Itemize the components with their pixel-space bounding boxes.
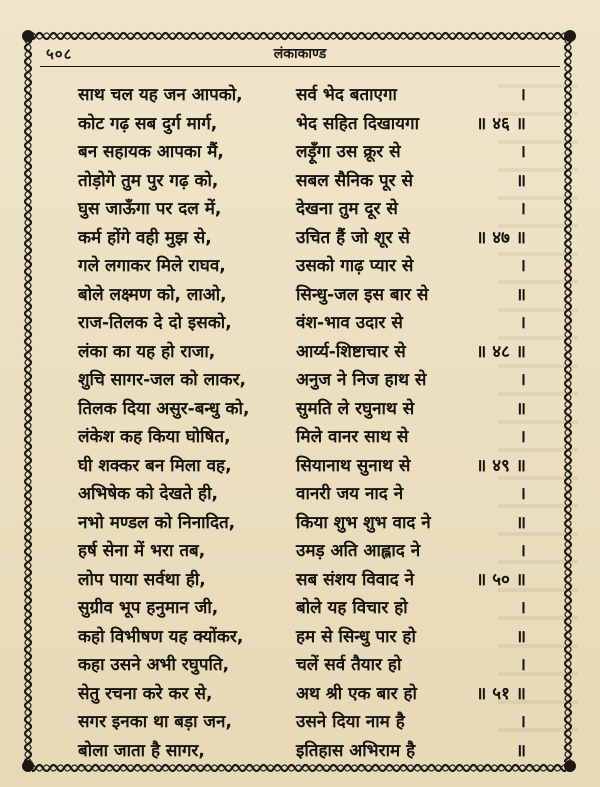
verse-left-half: लंकेश कह किया घोषित,	[78, 427, 231, 447]
verse-right-half: हम से सिन्धु पार हो	[296, 626, 416, 647]
verse-left-half: घी शक्कर बन मिला वह,	[78, 455, 232, 476]
verse-line	[78, 194, 526, 223]
verse-right-half: उचित हैं जो शूर से	[296, 227, 410, 248]
verse-line	[78, 337, 526, 366]
verse-left-half: तोड़ोगे तुम पुर गढ़ को,	[78, 170, 219, 191]
verse-left-half: राज-तिलक दे दो इसको,	[78, 313, 232, 333]
verse-line	[78, 593, 526, 622]
verse-right-half: लड़ूँगा उस क्रूर से	[296, 142, 401, 162]
verse-left-half: नभो मण्डल को निनादित,	[78, 512, 236, 533]
page-number: ५०८	[46, 45, 73, 63]
verse-left-half: तिलक दिया असुर-बन्धु को,	[78, 398, 250, 419]
verse-end-mark: ।	[519, 598, 526, 618]
verse-line	[78, 479, 526, 508]
verse-end-mark: ॥ ५० ॥	[476, 569, 526, 590]
verse-left-half: बन सहायक आपका मैं,	[78, 142, 224, 162]
verse-line	[78, 394, 526, 423]
verse-end-mark: ।	[519, 541, 526, 561]
verse-end-mark: ।	[519, 370, 526, 390]
verse-line	[78, 80, 526, 109]
verse-right-half: वानरी जय नाद ने	[296, 484, 404, 504]
verse-end-mark: ॥	[515, 512, 526, 533]
verse-list	[78, 80, 526, 764]
verse-end-mark: ।	[519, 427, 526, 447]
verse-end-mark: ।	[519, 484, 526, 504]
verse-right-half: देखना तुम दूर से	[296, 199, 398, 219]
verse-right-half: उमड़ अति आह्लाद ने	[296, 541, 421, 561]
verse-right-half: सबल सैनिक पूर से	[296, 170, 413, 191]
page-header	[40, 44, 560, 66]
verse-end-mark: ॥ ४८ ॥	[476, 341, 526, 362]
verse-line	[78, 223, 526, 252]
verse-line	[78, 707, 526, 736]
verse-end-mark: ।	[519, 142, 526, 162]
verse-right-half: अनुज ने निज हाथ से	[296, 370, 427, 390]
verse-left-half: लंका का यह हो राजा,	[78, 341, 216, 362]
verse-right-half: किया शुभ शुभ वाद ने	[296, 512, 431, 533]
verse-right-half: अथ श्री एक बार हो	[296, 683, 417, 704]
verse-end-mark: ॥ ४६ ॥	[476, 113, 526, 134]
verse-left-half: अभिषेक को देखते ही,	[78, 484, 218, 504]
verse-end-mark: ॥ ५१ ॥	[476, 683, 526, 704]
verse-right-half: सब संशय विवाद ने	[296, 569, 415, 590]
verse-end-mark: ।	[519, 199, 526, 219]
verse-left-half: सुग्रीव भूप हनुमान जी,	[78, 598, 219, 618]
verse-right-half: भेद सहित दिखायगा	[296, 113, 419, 134]
verse-end-mark: ।	[519, 712, 526, 732]
verse-left-half: शुचि सागर-जल को लाकर,	[78, 370, 246, 390]
verse-end-mark: ॥	[515, 398, 526, 419]
verse-left-half: गले लगाकर मिले राघव,	[78, 256, 226, 276]
verse-end-mark: ।	[519, 85, 526, 105]
verse-line	[78, 308, 526, 337]
verse-left-half: बोला जाता है सागर,	[78, 740, 205, 761]
verse-right-half: सर्व भेद बताएगा	[296, 85, 397, 105]
verse-left-half: सेतु रचना करे कर से,	[78, 683, 213, 704]
verse-line	[78, 137, 526, 166]
verse-end-mark: ॥	[515, 284, 526, 305]
verse-end-mark: ।	[519, 313, 526, 333]
verse-left-half: सगर इनका था बड़ा जन,	[78, 712, 232, 732]
verse-end-mark: ॥ ४७ ॥	[476, 227, 526, 248]
verse-left-half: कोट गढ़ सब दुर्ग मार्ग,	[78, 113, 218, 134]
verse-right-half: सिन्धु-जल इस बार से	[296, 284, 429, 305]
verse-line	[78, 280, 526, 309]
verse-line	[78, 508, 526, 537]
verse-end-mark: ।	[519, 256, 526, 276]
verse-left-half: कर्म होंगे वही मुझ से,	[78, 227, 212, 248]
section-title: लंकाकाण्ड	[273, 46, 327, 62]
verse-line	[78, 422, 526, 451]
verse-line	[78, 622, 526, 651]
verse-left-half: कहो विभीषण यह क्योंकर,	[78, 626, 244, 647]
verse-line	[78, 650, 526, 679]
verse-right-half: सियानाथ सुनाथ से	[296, 455, 411, 476]
verse-left-half: लोप पाया सर्वथा ही,	[78, 569, 206, 590]
verse-right-half: सुमति ले रघुनाथ से	[296, 398, 415, 419]
verse-line	[78, 166, 526, 195]
verse-right-half: बोले यह विचार हो	[296, 598, 408, 618]
verse-right-half: वंश-भाव उदार से	[296, 313, 403, 333]
verse-right-half: उसको गाढ़ प्यार से	[296, 256, 414, 276]
verse-end-mark: ॥	[515, 170, 526, 191]
verse-line	[78, 109, 526, 138]
verse-line	[78, 736, 526, 765]
verse-left-half: बोले लक्ष्मण को, लाओ,	[78, 284, 227, 305]
verse-right-half: उसने दिया नाम है	[296, 712, 405, 732]
verse-left-half: कहा उसने अभी रघुपति,	[78, 655, 230, 675]
verse-line	[78, 251, 526, 280]
header-rule	[40, 66, 560, 67]
verse-end-mark: ।	[519, 655, 526, 675]
verse-end-mark: ॥	[515, 626, 526, 647]
verse-right-half: मिले वानर साथ से	[296, 427, 409, 447]
verse-end-mark: ॥ ४९ ॥	[476, 455, 526, 476]
verse-end-mark: ॥	[515, 740, 526, 761]
verse-line	[78, 565, 526, 594]
verse-left-half: साथ चल यह जन आपको,	[78, 85, 243, 105]
verse-line	[78, 451, 526, 480]
verse-left-half: घुस जाऊँगा पर दल में,	[78, 199, 222, 219]
verse-left-half: हर्ष सेना में भरा तब,	[78, 541, 206, 561]
verse-line	[78, 536, 526, 565]
verse-right-half: चलें सर्व तैयार हो	[296, 655, 402, 675]
verse-right-half: इतिहास अभिराम है	[296, 740, 416, 761]
verse-right-half: आर्य्य-शिष्टाचार से	[296, 341, 406, 362]
verse-line	[78, 679, 526, 708]
verse-line	[78, 365, 526, 394]
